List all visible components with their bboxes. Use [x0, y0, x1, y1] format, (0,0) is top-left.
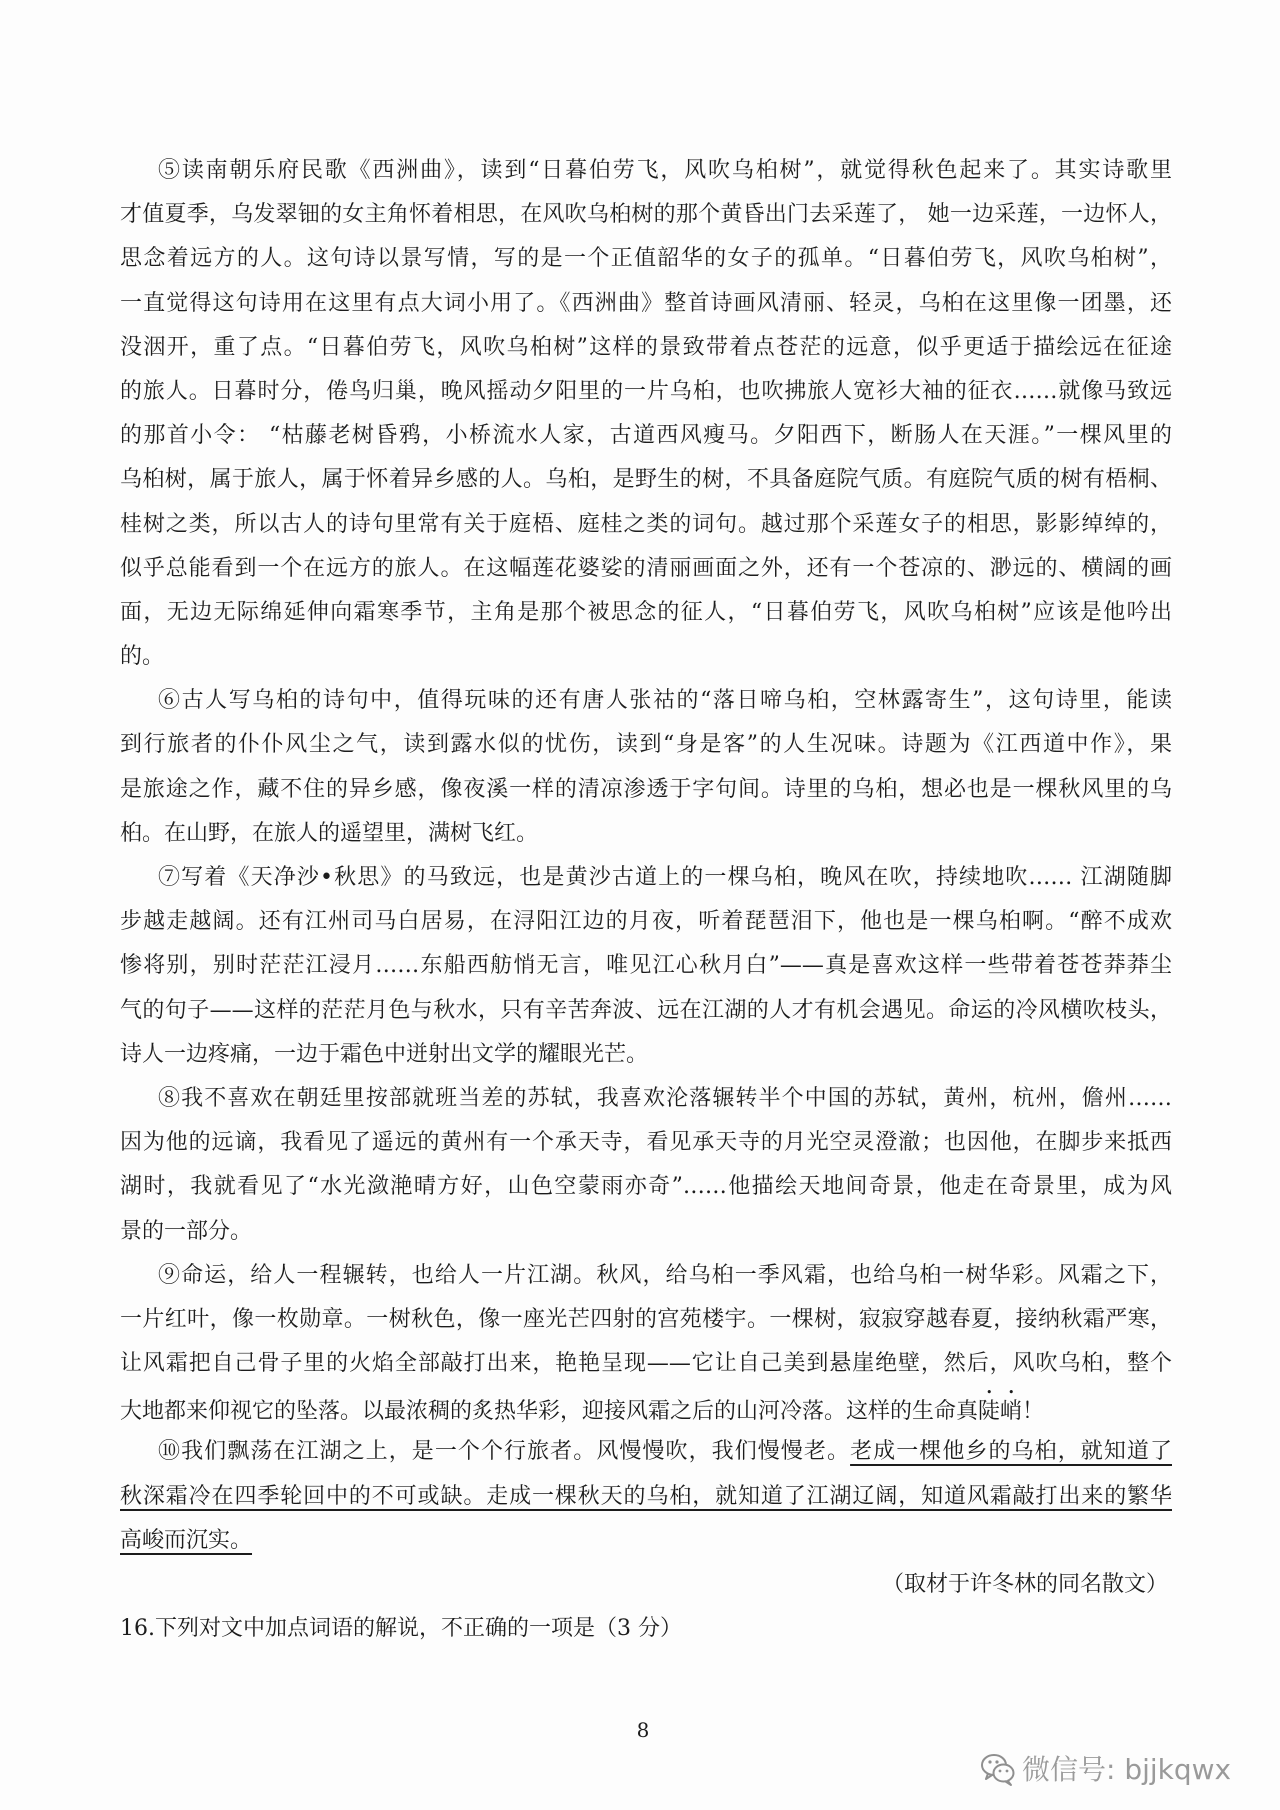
- text-line: [120, 1077, 1172, 1121]
- text-line: 一直觉得这句诗用在这里有点大词小用了。《西洲曲》整首诗画风清丽、轻灵，乌桕在这里像一团墨，还: [120, 290, 1172, 316]
- text-line: 诗人一边疼痛，一边于霜色中迸射出文学的耀眼光芒。: [120, 1041, 649, 1067]
- page-number: 8: [636, 1718, 650, 1742]
- text-line: [120, 149, 1172, 193]
- watermark-text: 微信号: bjjkqwx: [1022, 1753, 1232, 1786]
- text-line: 面，无边无际绵延伸向霜寒季节，主角是那个被思念的征人，“日暮伯劳飞，风吹乌桕树”应该是他吟出: [120, 599, 1172, 625]
- paragraph-5: [120, 149, 1172, 679]
- text-line: 乌桕树，属于旅人，属于怀着异乡感的人。乌桕，是野生的树，不具备庭院气质。有庭院气质的树有梧桐、: [120, 467, 1172, 493]
- text-line: [120, 856, 1172, 900]
- text-line: 思念着远方的人。这句诗以景写情，写的是一个正值韶华的女子的孤单。“日暮伯劳飞，风吹乌桕树”，: [120, 246, 1172, 272]
- text-line: [120, 1475, 1172, 1519]
- wechat-icon: [980, 1752, 1016, 1788]
- paragraph-8: [120, 1077, 1172, 1254]
- underlined-text: 秋深霜冷在四季轮回中的不可或缺。走成一棵秋天的乌桕，就知道了江湖辽阔，知道风霜敲打出来的繁华: [120, 1483, 1172, 1509]
- text-line: 的旅人。日暮时分，倦鸟归巢，晚风摇动夕阳里的一片乌桕，也吹拂旅人宽衫大袖的征衣……就像马致远: [120, 378, 1172, 404]
- line-text: 命运，给人一程辗转，也给人一片江湖。秋风，给乌桕一季风霜，也给乌桕一树华彩。风霜之下，: [181, 1262, 1172, 1288]
- article-body: [120, 149, 1172, 1651]
- text-line: 气的句子——这样的茫茫月色与秋水，只有辛苦奔波、远在江湖的人才有机会遇见。命运的冷风横吹枝头，: [120, 997, 1172, 1023]
- line-text: ！: [1022, 1399, 1045, 1425]
- text-line: 惨将别，别时茫茫江浸月……东船西舫悄无言，唯见江心秋月白”——真是喜欢这样一些带着苍苍莽莽尘: [120, 953, 1172, 979]
- paragraph-number: ⑦: [158, 865, 182, 890]
- paragraph-number: ⑤: [158, 158, 182, 183]
- line-text: 古人写乌桕的诗句中，值得玩味的还有唐人张祜的“落日啼乌桕，空林露寄生”，这句诗里，能读: [181, 688, 1172, 714]
- text-line: 才值夏季，乌发翠钿的女主角怀着相思，在风吹乌桕树的那个黄昏出门去采莲了， 她一边采莲，一边怀人，: [120, 202, 1172, 228]
- text-line: 没洇开，重了点。“日暮伯劳飞，风吹乌桕树”这样的景致带着点苍茫的远意，似乎更适于描绘远在征途: [120, 334, 1172, 360]
- text-line: [120, 679, 1172, 723]
- text-line: 一片红叶，像一枚勋章。一树秋色，像一座光芒四射的宫苑楼宇。一棵树，寂寂穿越春夏，接纳秋霜严寒，: [120, 1306, 1172, 1332]
- text-line: [120, 1254, 1172, 1298]
- text-line: 景的一部分。: [120, 1218, 253, 1244]
- paragraph-10: [120, 1430, 1172, 1563]
- paragraph-6: [120, 679, 1172, 856]
- text-line: 是旅途之作，藏不住的异乡感，像夜溪一样的清凉渗透于字句间。诗里的乌桕，想必也是一棵秋风里的乌: [120, 776, 1172, 802]
- text-line: 到行旅者的仆仆风尘之气，读到露水似的忧伤，读到“身是客”的人生况味。诗题为《江西道中作》，果: [120, 732, 1172, 758]
- text-line: 湖时，我就看见了“水光潋滟晴方好，山色空蒙雨亦奇”……他描绘天地间奇景，他走在奇景里，成为风: [120, 1174, 1172, 1200]
- text-line: 的。: [120, 644, 165, 670]
- paragraph-number: ⑥: [158, 688, 182, 714]
- wechat-watermark: [980, 1750, 1231, 1790]
- text-line: 似乎总能看到一个在远方的旅人。在这幅莲花婆娑的清丽画面之外，还有一个苍凉的、渺远的、横阔的画: [120, 555, 1172, 581]
- paragraph-7: [120, 856, 1172, 1077]
- text-line: 的那首小令： “枯藤老树昏鸦，小桥流水人家，古道西风瘦马。夕阳西下，断肠人在天涯。”一棵风里的: [120, 423, 1172, 449]
- paragraph-9: [120, 1254, 1172, 1431]
- paragraph-number: ⑨: [158, 1262, 182, 1288]
- paragraph-number: ⑧: [158, 1085, 182, 1111]
- underlined-text: 高峻而沉实。: [120, 1527, 253, 1553]
- text-line: [120, 1430, 1172, 1474]
- source-note: （取材于许冬林的同名散文）: [881, 1572, 1168, 1597]
- text-line: 因为他的远谪，我看见了遥远的黄州有一个承天寺，看见承天寺的月光空灵澄澈；也因他，在脚步来抵西: [120, 1130, 1172, 1156]
- text-line: 桂树之类，所以古人的诗句里常有关于庭梧、庭桂之类的词句。越过那个采莲女子的相思，影影绰绰的，: [120, 511, 1172, 537]
- line-text: 大地都来仰视它的坠落。以最浓稠的炙热华彩，迎接风霜之后的山河冷落。这样的生命真: [120, 1399, 979, 1425]
- text-line: [120, 1519, 1172, 1563]
- line-text: 写着《天净沙•秋思》的马致远，也是黄沙古道上的一棵乌桕，晚风在吹，持续地吹…… 江湖随脚: [181, 865, 1172, 890]
- line-text: 读南朝乐府民歌《西洲曲》，读到“日暮伯劳飞，风吹乌桕树”，就觉得秋色起来了。其实诗歌里: [181, 158, 1172, 183]
- question-16: 16.下列对文中加点词语的解说，不正确的一项是（3 分）: [120, 1616, 682, 1642]
- text-line: 让风霜把自己骨子里的火焰全部敲打出来，艳艳呈现——它让自己美到悬崖绝壁，然后，风吹乌桕，整个: [120, 1351, 1172, 1377]
- text-line: 步越走越阔。还有江州司马白居易，在浔阳江边的月夜，听着琵琶泪下，他也是一棵乌桕啊。“醉不成欢: [120, 909, 1172, 935]
- line-text: 我们飘荡在江湖之上，是一个个行旅者。风慢慢吹，我们慢慢老。: [181, 1439, 851, 1465]
- underlined-text: 老成一棵他乡的乌桕，就知道了: [850, 1439, 1172, 1465]
- dotted-word: 陡峭: [978, 1399, 1023, 1425]
- text-line: 桕。在山野，在旅人的遥望里，满树飞红。: [120, 820, 539, 846]
- paragraph-number: ⑩: [158, 1439, 182, 1465]
- line-text: 我不喜欢在朝廷里按部就班当差的苏轼，我喜欢沦落辗转半个中国的苏轼，黄州，杭州，儋州……: [181, 1085, 1172, 1111]
- text-line: [120, 1386, 1172, 1430]
